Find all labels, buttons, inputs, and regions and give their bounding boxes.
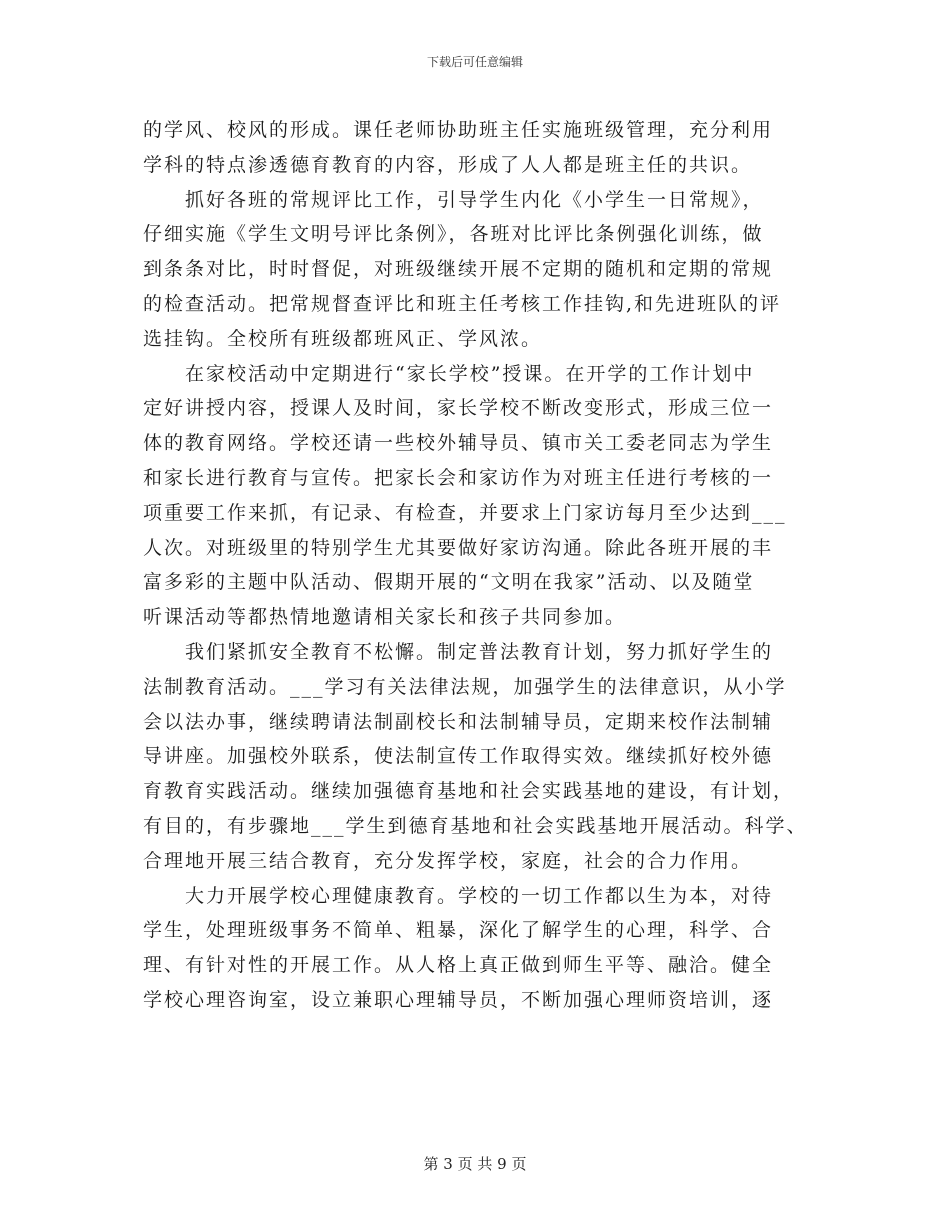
text-line: 选挂钩。全校所有班级都班风正、学风浓。 <box>143 327 543 350</box>
text-line: 育教育实践活动。继续加强德育基地和社会实践基地的建设，有计划， <box>143 780 795 803</box>
text-line: 人次。对班级里的特别学生尤其要做好家访沟通。除此各班开展的丰 <box>143 536 774 559</box>
text-line: 会以法办事，继续聘请法制副校长和法制辅导员，定期来校作法制辅 <box>143 710 774 733</box>
text-line: 我们紧抓安全教育不松懈。制定普法教育计划，努力抓好学生的 <box>143 640 774 663</box>
text-line: 的检查活动。把常规督查评比和班主任考核工作挂钩,和先进班队的评 <box>143 292 782 315</box>
text-line: 学校心理咨询室，设立兼职心理辅导员，不断加强心理师资培训，逐 <box>143 988 774 1011</box>
text-line: 听课活动等都热情地邀请相关家长和孩子共同参加。 <box>143 606 627 629</box>
text-line: 到条条对比，时时督促，对班级继续开展不定期的随机和定期的常规 <box>143 258 774 281</box>
text-line: 大力开展学校心理健康教育。学校的一切工作都以生为本，对待 <box>143 884 774 907</box>
text-line: 体的教育网络。学校还请一些校外辅导员、镇市关工委老同志为学生 <box>143 432 774 455</box>
text-line: 定好讲授内容，授课人及时间，家长学校不断改变形式，形成三位一 <box>143 397 774 420</box>
page-number: 第 3 页 共 9 页 <box>423 1155 527 1173</box>
text-line: 法制教育活动。___学习有关法律法规，加强学生的法律意识，从小学 <box>143 675 787 698</box>
text-line: 抓好各班的常规评比工作，引导学生内化《小学生一日常规》， <box>143 188 764 211</box>
text-line: 理、有针对性的开展工作。从人格上真正做到师生平等、融洽。健全 <box>143 954 774 977</box>
text-line: 和家长进行教育与宣传。把家长会和家访作为对班主任进行考核的一 <box>143 466 774 489</box>
page-header-note: 下载后可任意编辑 <box>426 55 523 69</box>
text-line: 学生，处理班级事务不简单、粗暴，深化了解学生的心理，科学、合 <box>143 919 774 942</box>
text-line: 有目的，有步骤地___学生到德育基地和社会实践基地开展活动。科学、 <box>143 814 808 837</box>
text-line: 富多彩的主题中队活动、假期开展的“文明在我家”活动、以及随堂 <box>143 571 755 594</box>
text-line: 在家校活动中定期进行“家长学校”授课。在开学的工作计划中 <box>143 362 755 385</box>
text-line: 导讲座。加强校外联系，使法制宣传工作取得实效。继续抓好校外德 <box>143 745 774 768</box>
text-line: 的学风、校风的形成。课任老师协助班主任实施班级管理，充分利用 <box>143 119 774 141</box>
text-line: 项重要工作来抓，有记录、有检查，并要求上门家访每月至少达到___ <box>143 501 787 524</box>
document-body <box>143 113 823 1018</box>
text-line: 仔细实施《学生文明号评比条例》，各班对比评比条例强化训练，做 <box>143 223 764 246</box>
text-line: 合理地开展三结合教育，充分发挥学校，家庭，社会的合力作用。 <box>143 849 753 872</box>
text-line: 学科的特点渗透德育教育的内容，形成了人人都是班主任的共识。 <box>143 153 753 176</box>
